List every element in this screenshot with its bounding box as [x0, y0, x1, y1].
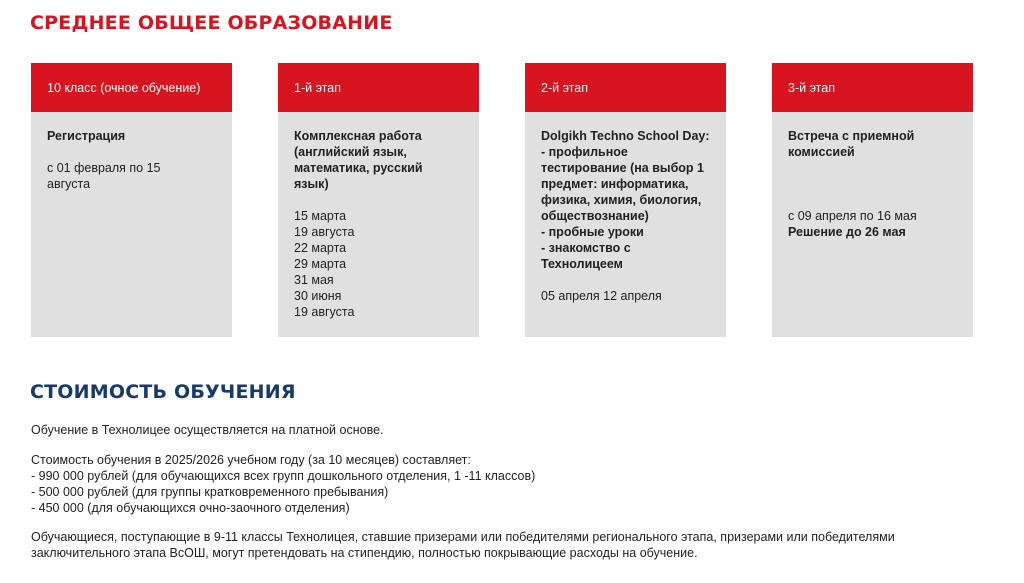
section-title-secondary-education: СРЕДНЕЕ ОБЩЕЕ ОБРАЗОВАНИЕ	[30, 12, 393, 34]
card-title-line: (английский язык,	[294, 145, 407, 159]
card-title-line: математика, русский	[294, 161, 423, 175]
stage-card-1	[278, 63, 479, 337]
card-date: 19 августа	[294, 305, 355, 319]
card-title-line: предмет: информатика,	[541, 177, 689, 191]
card-title-line: тестирование (на выбор 1	[541, 161, 704, 175]
cost-line: - 500 000 рублей (для группы кратковременного пребывания)	[31, 485, 389, 499]
card-header: 3-й этап	[772, 63, 973, 112]
cost-line: Стоимость обучения в 2025/2026 учебном году (за 10 месяцев) составляет:	[31, 453, 471, 467]
card-date: 19 августа	[294, 225, 355, 239]
card-title: Регистрация	[47, 129, 126, 143]
card-body	[772, 112, 973, 240]
stage-card-3	[772, 63, 973, 337]
card-title-line: комиссией	[788, 145, 855, 159]
cost-line: - 450 000 (для обучающихся очно-заочного отделения)	[31, 501, 350, 515]
stage-card-registration	[31, 63, 232, 337]
card-title-line: язык)	[294, 177, 329, 191]
card-decision: Решение до 26 мая	[788, 225, 906, 239]
card-title-line: Технолицеем	[541, 257, 623, 271]
card-title-line: Комплексная работа	[294, 129, 422, 143]
card-body	[31, 112, 232, 192]
scholarship-line: заключительного этапа ВсОШ, могут претендовать на стипендию, полностью покрывающие расходы на обучение.	[31, 546, 698, 560]
card-body	[278, 112, 479, 320]
card-title-line: обществознание)	[541, 209, 649, 223]
card-title-line: - знакомство с	[541, 241, 631, 255]
card-date: с 09 апреля по 16 мая	[788, 209, 917, 223]
card-header: 10 класс (очное обучение)	[31, 63, 232, 112]
card-date: 05 апреля 12 апреля	[541, 289, 662, 303]
card-title-line: - пробные уроки	[541, 225, 644, 239]
card-detail: с 01 февраля по 15	[47, 161, 161, 175]
scholarship-line: Обучающиеся, поступающие в 9-11 классы Технолицея, ставшие призерами или победителями регионального этапа, призерами или победителями	[31, 530, 895, 544]
card-date: 31 мая	[294, 273, 334, 287]
card-title-line: Встреча с приемной	[788, 129, 915, 143]
cost-line: - 990 000 рублей (для обучающихся всех групп дошкольного отделения, 1 -11 классов)	[31, 469, 536, 483]
card-body	[525, 112, 726, 304]
card-date: 29 марта	[294, 257, 347, 271]
scholarship-text	[31, 529, 991, 561]
stage-card-2	[525, 63, 726, 337]
card-date: 15 марта	[294, 209, 347, 223]
tuition-intro: Обучение в Технолицее осуществляется на платной основе.	[31, 423, 384, 437]
card-date: 30 июня	[294, 289, 342, 303]
card-title-line: - профильное	[541, 145, 628, 159]
card-title-line: Dolgikh Techno School Day:	[541, 129, 710, 143]
card-title-line: физика, химия, биология,	[541, 193, 702, 207]
card-header: 1-й этап	[278, 63, 479, 112]
tuition-cost-list	[31, 452, 991, 516]
card-detail: августа	[47, 177, 91, 191]
card-header: 2-й этап	[525, 63, 726, 112]
stages-cards	[31, 63, 973, 337]
card-date: 22 марта	[294, 241, 347, 255]
section-title-tuition: СТОИМОСТЬ ОБУЧЕНИЯ	[30, 381, 296, 403]
